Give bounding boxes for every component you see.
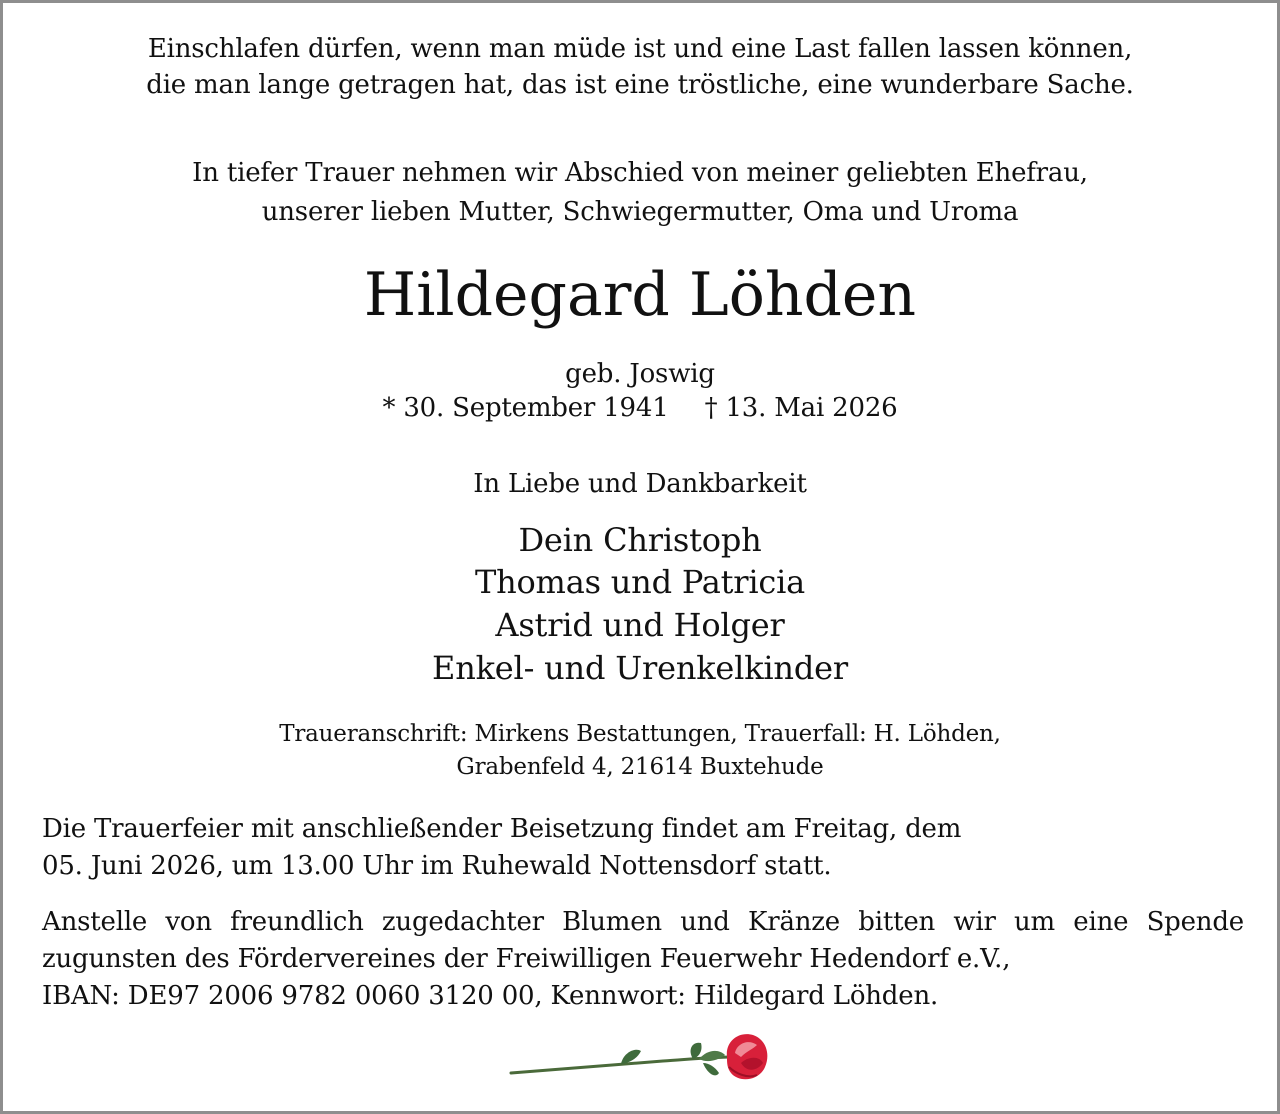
- ceremony-paragraph: [42, 811, 1244, 885]
- life-dates: [3, 391, 1277, 426]
- intro-line-1: In tiefer Trauer nehmen wir Abschied von meiner geliebten Ehefrau,: [192, 158, 1088, 188]
- motto-line-2: die man lange getragen hat, das ist eine tröstliche, eine wunderbare Sache.: [146, 70, 1134, 100]
- address-line-1: Traueranschrift: Mirkens Bestattungen, Trauerfall: H. Löhden,: [279, 721, 1001, 747]
- mourning-address: [3, 718, 1277, 784]
- deceased-name: Hildegard Löhden: [363, 260, 917, 330]
- address-line-2: Grabenfeld 4, 21614 Buxtehude: [456, 754, 824, 780]
- mourner-line: Enkel- und Urenkelkinder: [432, 649, 848, 687]
- closing-phrase: In Liebe und Dankbarkeit: [473, 469, 807, 499]
- rose-icon: [503, 1023, 783, 1103]
- intro-text: [3, 154, 1277, 232]
- maiden-name: geb. Joswig: [565, 359, 715, 389]
- mourner-line: Astrid und Holger: [495, 606, 785, 644]
- mourner-line: Thomas und Patricia: [474, 563, 806, 601]
- donation-paragraph: [42, 904, 1244, 1015]
- motto-line-1: Einschlafen dürfen, wenn man müde ist und eine Last fallen lassen können,: [147, 34, 1133, 64]
- birth-date: * 30. September 1941: [382, 393, 669, 423]
- intro-line-2: unserer lieben Mutter, Schwiegermutter, Oma und Uroma: [261, 197, 1019, 227]
- motto-quote: [3, 31, 1277, 103]
- ceremony-line-2: 05. Juni 2026, um 13.00 Uhr im Ruhewald Nottensdorf statt.: [42, 851, 832, 881]
- donation-line-3: IBAN: DE97 2006 9782 0060 3120 00, Kennwort: Hildegard Löhden.: [42, 981, 939, 1011]
- mourner-line: Dein Christoph: [518, 521, 762, 559]
- ceremony-line-1: Die Trauerfeier mit anschließender Beisetzung findet am Freitag, dem: [42, 814, 962, 844]
- death-date: † 13. Mai 2026: [704, 393, 898, 423]
- donation-line-1: Anstelle von freundlich zugedachter Blumen und Kränze bitten wir um eine Spende: [42, 907, 1244, 937]
- donation-line-2: zugunsten des Fördervereines der Freiwilligen Feuerwehr Hedendorf e.V.,: [42, 944, 1011, 974]
